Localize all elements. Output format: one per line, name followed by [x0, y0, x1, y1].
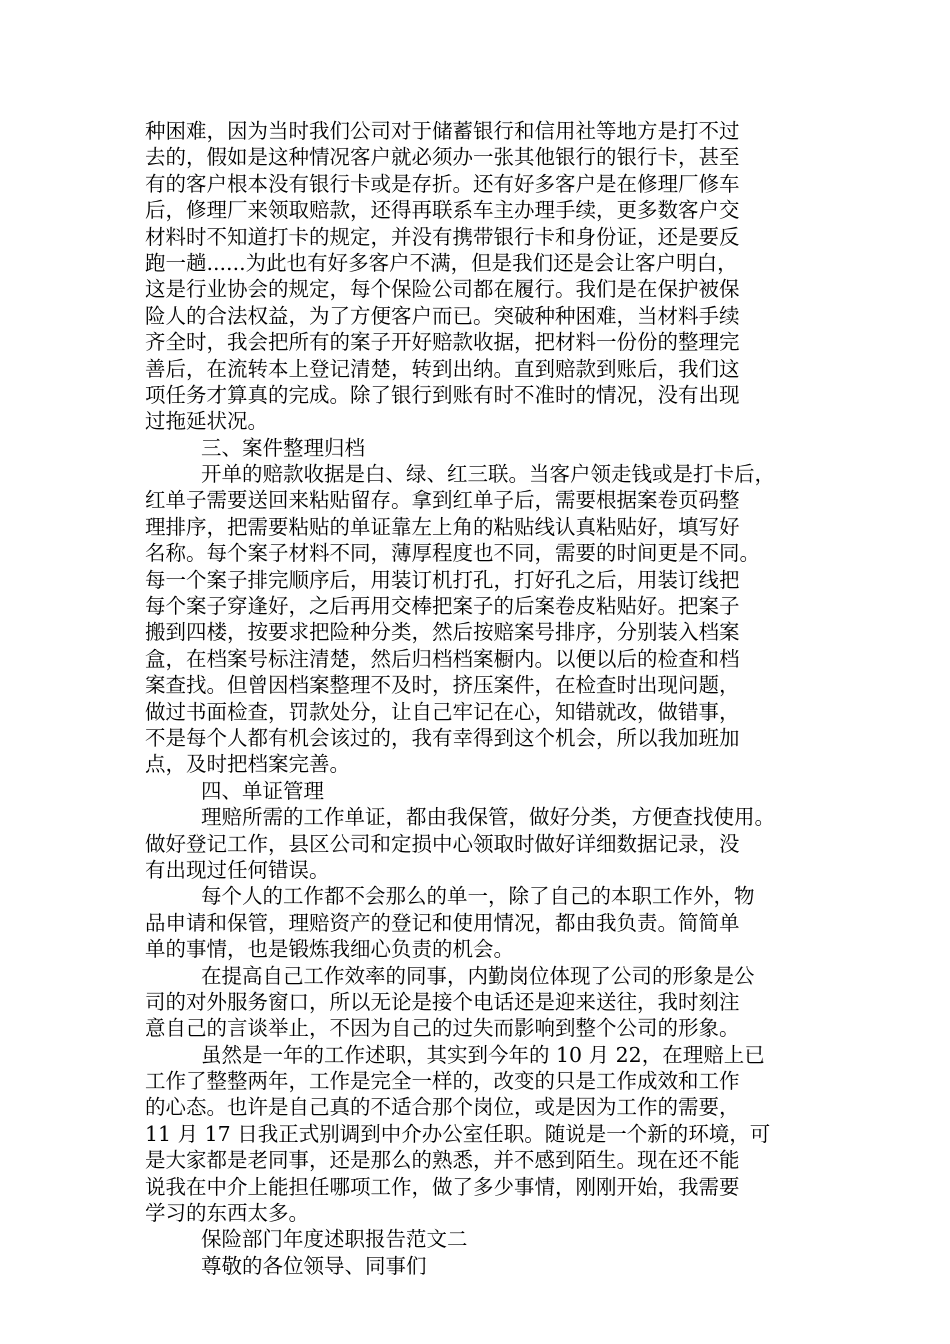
text-line: 红单子需要送回来粘贴留存。拿到红单子后，需要根据案卷页码整 — [145, 488, 740, 513]
text-line: 名称。每个案子材料不同，薄厚程度也不同，需要的时间更是不同。 — [145, 541, 760, 566]
text-line: 材料时不知道打卡的规定，并没有携带银行卡和身份证，还是要反 — [145, 224, 740, 249]
text-line: 品申请和保管，理赔资产的登记和使用情况，都由我负责。简简单 — [145, 910, 740, 935]
text-line: 意自己的言谈举止，不因为自己的过失而影响到整个公司的形象。 — [145, 1016, 740, 1041]
text-line: 是大家都是老同事，还是那么的熟悉，并不感到陌生。现在还不能 — [145, 1148, 740, 1173]
text-line: 三、案件整理归档 — [201, 435, 365, 460]
text-line: 这是行业协会的规定，每个保险公司都在履行。我们是在保护被保 — [145, 277, 740, 302]
text-line: 善后，在流转本上登记清楚，转到出纳。直到赔款到账后，我们这 — [145, 356, 740, 381]
text-line: 理排序，把需要粘贴的单证靠左上角的粘贴线认真粘贴好，填写好 — [145, 514, 740, 539]
text-line: 有的客户根本没有银行卡或是存折。还有好多客户是在修理厂修车 — [145, 171, 740, 196]
text-line: 每个人的工作都不会那么的单一，除了自己的本职工作外，物 — [201, 884, 755, 909]
text-line: 理赔所需的工作单证，都由我保管，做好分类，方便查找使用。 — [201, 805, 775, 830]
text-line: 后，修理厂来领取赔款，还得再联系车主办理手续，更多数客户交 — [145, 198, 740, 223]
text-line: 司的对外服务窗口，所以无论是接个电话还是迎来送往，我时刻注 — [145, 989, 740, 1014]
text-line: 去的，假如是这种情况客户就必须办一张其他银行的银行卡，甚至 — [145, 145, 740, 170]
text-line: 四、单证管理 — [201, 778, 324, 803]
text-line: 盒，在档案号标注清楚，然后归档档案橱内。以便以后的检查和档 — [145, 646, 740, 671]
text-line: 有出现过任何错误。 — [145, 857, 330, 882]
text-line: 种困难，因为当时我们公司对于储蓄银行和信用社等地方是打不过 — [145, 119, 740, 143]
text-line: 在提高自己工作效率的同事，内勤岗位体现了公司的形象是公 — [201, 963, 755, 988]
text-line: 11 月 17 日我正式别调到中介办公室任职。随说是一个新的环境，可 — [145, 1121, 771, 1146]
text-line: 工作了整整两年，工作是完全一样的，改变的只是工作成效和工作 — [145, 1069, 740, 1094]
text-line: 险人的合法权益，为了方便客户而已。突破种种困难，当材料手续 — [145, 303, 740, 328]
text-line: 点，及时把档案完善。 — [145, 752, 350, 777]
text-line: 齐全时，我会把所有的案子开好赔款收据，把材料一份份的整理完 — [145, 330, 740, 355]
text-line: 每个案子穿逢好，之后再用交棒把案子的后案卷皮粘贴好。把案子 — [145, 594, 740, 619]
text-line: 过拖延状况。 — [145, 409, 268, 434]
text-line: 虽然是一年的工作述职，其实到今年的 10 月 22，在理赔上已 — [201, 1042, 765, 1067]
text-line: 单的事情，也是锻炼我细心负责的机会。 — [145, 937, 514, 962]
text-line: 案查找。但曾因档案整理不及时，挤压案件，在检查时出现问题， — [145, 673, 740, 698]
text-line: 保险部门年度述职报告范文二 — [201, 1227, 468, 1252]
text-line: 尊敬的各位领导、同事们 — [201, 1253, 427, 1278]
text-line: 的心态。也许是自己真的不适合那个岗位，或是因为工作的需要， — [145, 1095, 740, 1120]
text-line: 开单的赔款收据是白、绿、红三联。当客户领走钱或是打卡后， — [201, 462, 775, 487]
text-line: 搬到四楼，按要求把险种分类，然后按赔案号排序，分别装入档案 — [145, 620, 740, 645]
text-line: 说我在中介上能担任哪项工作，做了多少事情，刚刚开始，我需要 — [145, 1174, 740, 1199]
text-line: 跑一趟......为此也有好多客户不满，但是我们还是会让客户明白， — [145, 250, 738, 275]
text-line: 学习的东西太多。 — [145, 1201, 309, 1226]
text-line: 做过书面检查，罚款处分，让自己牢记在心，知错就改，做错事， — [145, 699, 740, 724]
text-line: 项任务才算真的完成。除了银行到账有时不准时的情况，没有出现 — [145, 382, 740, 407]
text-line: 做好登记工作，县区公司和定损中心领取时做好详细数据记录，没 — [145, 831, 740, 856]
text-line: 不是每个人都有机会该过的，我有幸得到这个机会，所以我加班加 — [145, 725, 740, 750]
document-body — [145, 118, 805, 1279]
text-line: 每一个案子排完顺序后，用装订机打孔，打好孔之后，用装订线把 — [145, 567, 740, 592]
